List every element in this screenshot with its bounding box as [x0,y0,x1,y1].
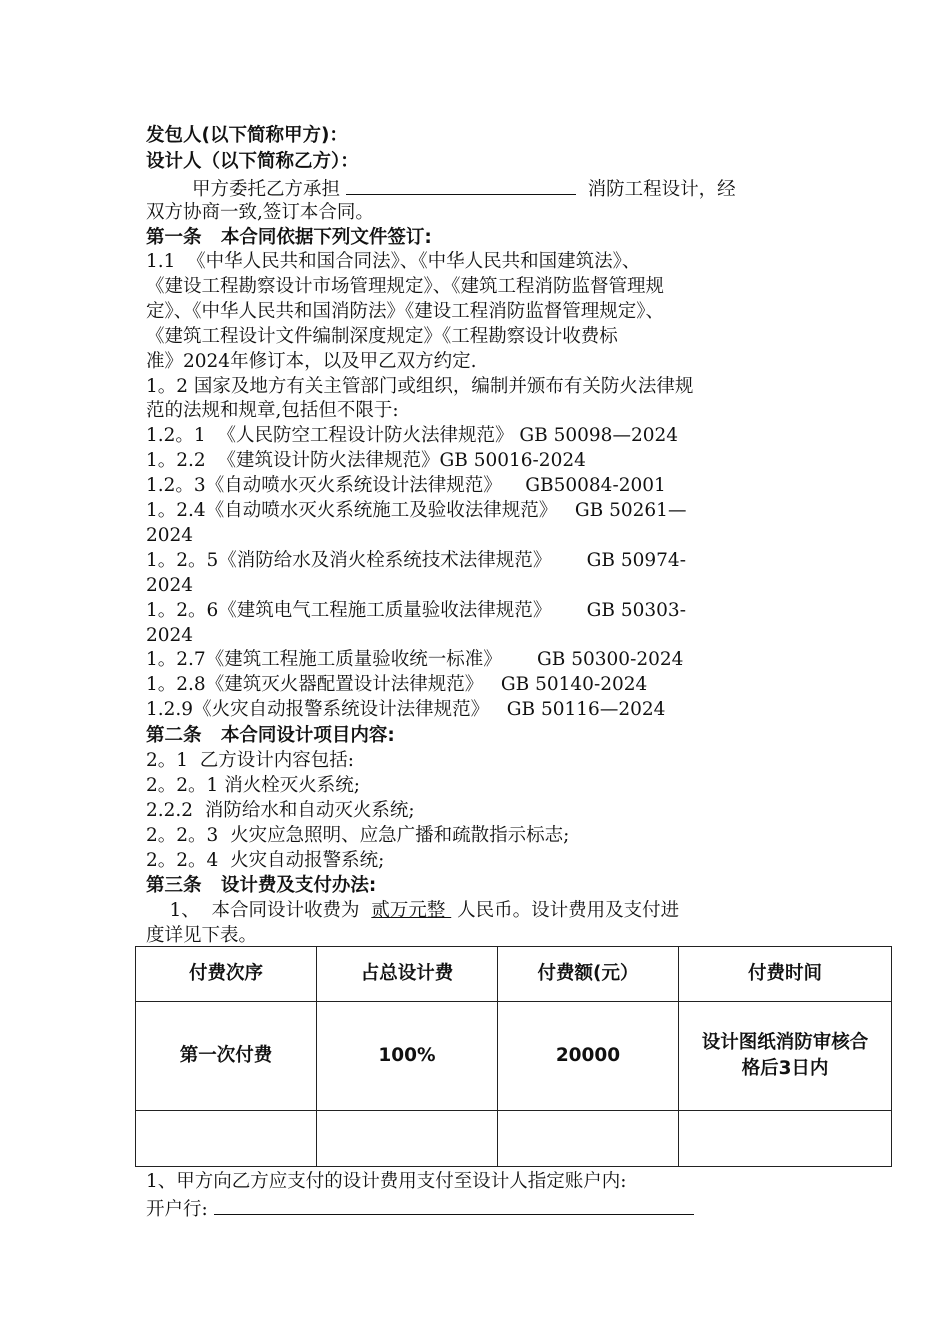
article1-line: 1。2。6《建筑电气工程施工质量验收法律规范》 GB 50303- [146,599,686,621]
fee-amount: 贰万元整 [371,900,452,921]
fee-line-2: 度详见下表。 [146,925,258,946]
intro-suffix: 消防工程设计，经 [587,179,736,200]
article1-line: 《建设工程勘察设计市场管理规定》、《建筑工程消防监督管理规 [146,275,665,297]
article1-line: 1。2.2 《建筑设计防火法律规范》GB 50016-2024 [146,450,586,472]
article1-line: 1.1 《中华人民共和国合同法》、《中华人民共和国建筑法》、 [146,251,641,272]
article1-title: 第一条 本合同依据下列文件签订: [146,227,432,248]
intro-line-2: 双方协商一致,签订本合同。 [146,202,374,223]
article1-line: 1。2.8《建筑灭火器配置设计法律规范》 GB 50140-2024 [146,674,648,696]
table-cell: 20000 [498,1002,679,1111]
article1-line: 准》2024年修订本，以及甲乙双方约定. [146,350,477,372]
project-name-blank [346,176,576,195]
article1-line: 2024 [146,574,194,596]
article2-line: 2.2.2 消防给水和自动灭火系统; [146,800,415,821]
fee-line-1 [146,899,679,923]
table-cell [317,1111,498,1167]
header-cell: 付费额(元） [498,947,679,1002]
bank-blank [214,1196,694,1215]
article1-line: 定》、《中华人民共和国消防法》《建设工程消防监督管理规定》、 [146,300,665,322]
article1-line: 2024 [146,524,194,546]
table-cell [679,1111,892,1167]
bank-line [146,1196,694,1222]
fee-suffix: 人民币。设计费用及支付进 [451,900,680,921]
table-cell [498,1111,679,1167]
table-row [136,1111,892,1167]
party-a-label: 发包人(以下简称甲方)： [146,125,348,146]
party-b-label: 设计人（以下简称乙方）： [146,151,359,172]
intro-line-1 [192,176,736,202]
article1-line: 1。2 国家及地方有关主管部门或组织，编制并颁布有关防火法律规 [146,375,694,397]
payment-line: 1、甲方向乙方应支付的设计费用支付至设计人指定账户内: [146,1171,627,1192]
table-cell: 100% [317,1002,498,1111]
article2-line: 2。2。3 火灾应急照明、应急广播和疏散指示标志; [146,825,570,846]
article3-title: 第三条 设计费及支付办法: [146,875,377,896]
table-cell [136,1111,317,1167]
article1-line: 1.2.9《火灾自动报警系统设计法律规范》 GB 50116—2024 [146,699,666,721]
fee-table [135,946,892,1167]
article2-line: 2。2。1 消火栓灭火系统; [146,775,360,796]
bank-label: 开户行: [146,1199,214,1220]
article2-title: 第二条 本合同设计项目内容: [146,725,395,746]
header-cell: 付费时间 [679,947,892,1002]
intro-prefix: 甲方委托乙方承担 [192,179,341,200]
header-cell: 付费次序 [136,947,317,1002]
article1-line: 1.2。1 《人民防空工程设计防火法律规范》 GB 50098—2024 [146,425,679,447]
article1-line: 范的法规和规章,包括但不限于: [146,400,399,422]
article2-line: 2。1 乙方设计内容包括: [146,750,355,771]
article2-line: 2。2。4 火灾自动报警系统; [146,850,385,871]
article1-line: 1。2.7《建筑工程施工质量验收统一标准》 GB 50300-2024 [146,649,684,671]
article1-line: 2024 [146,624,194,646]
article1-line: 1。2.4《自动喷水灭火系统施工及验收法律规范》 GB 50261— [146,500,687,521]
table-row [136,1002,892,1111]
article1-line: 1。2。5《消防给水及消火栓系统技术法律规范》 GB 50974- [146,549,686,571]
header-cell: 占总设计费 [317,947,498,1002]
article1-line: 1.2。3《自动喷水灭火系统设计法律规范》 GB50084-2001 [146,475,666,497]
table-cell: 设计图纸消防审核合格后3日内 [679,1002,892,1111]
article1-line: 《建筑工程设计文件编制深度规定》《工程勘察设计收费标 [146,325,618,347]
fee-table-header [136,947,892,1002]
fee-prefix: 1、 本合同设计收费为 [146,900,372,921]
table-cell: 第一次付费 [136,1002,317,1111]
